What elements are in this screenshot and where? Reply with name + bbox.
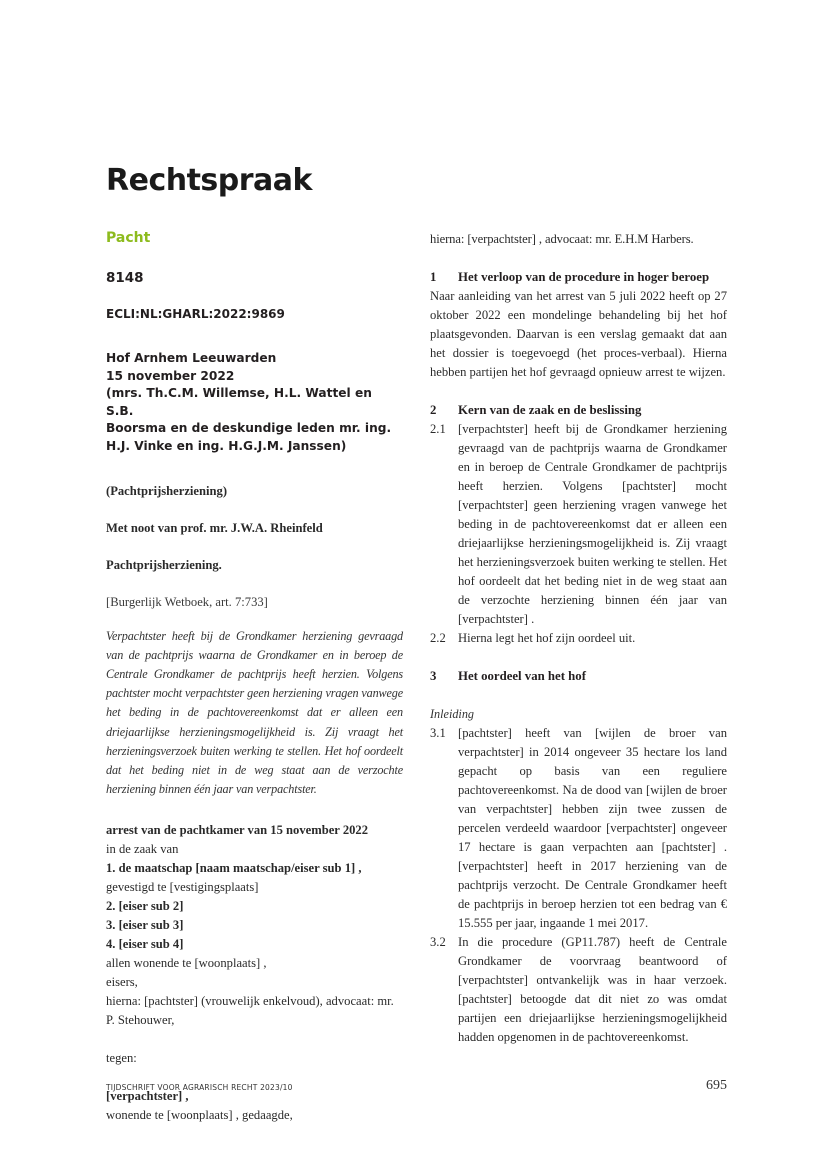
topic: (Pachtprijsherziening) <box>106 483 228 498</box>
judgment-date: 15 november 2022 <box>106 368 235 383</box>
paragraph-text: In die procedure (GP11.787) heeft de Centrale Grondkamer de voorvraag beantwoord of [verpachtster] ontvankelijk was in haar verzoek. [pachtster] betoogde dat dit niet zo was omdat partijen een driejaarlijkse herzieningsmogelijkheid hadden opgenomen in de pachtovereenkomst. <box>458 935 727 1044</box>
section-1-heading <box>430 268 727 287</box>
section-2-heading <box>430 401 727 420</box>
section-3-subheading: Inleiding <box>430 707 475 721</box>
section-3-number: 3 <box>430 669 437 683</box>
paragraph-3-1 <box>430 724 727 933</box>
party-role: eisers, <box>106 975 138 990</box>
judges-line-2: Boorsma en de deskundige leden mr. ing. <box>106 421 392 436</box>
annotation-author: Met noot van prof. mr. J.W.A. Rheinfeld <box>106 520 323 535</box>
case-number: 8148 <box>106 270 144 286</box>
party-2: 2. [eiser sub 2] <box>106 899 184 914</box>
case-intro: in de zaak van <box>106 842 179 857</box>
against-label: tegen: <box>106 1051 137 1066</box>
party-1: 1. de maatschap [naam maatschap/eiser sub 1] , <box>106 861 362 876</box>
party-hereafter: hierna: [pachtster] (vrouwelijk enkelvoud), advocaat: mr. P. Stehouwer, <box>106 994 394 1028</box>
case-summary: Verpachtster heeft bij de Grondkamer herziening gevraagd van de pachtprijs waarna de Grondkamer en in beroep de Centrale Grondkamer de pachtprijs heeft herzien. Volgens pachtster mocht verpachtster geen herziening vragen vanwege het beding in de pachtovereenkomst dat er alleen een driejaarlijkse herzieningsmogelijkheid is. Zij vraagt het herzieningsverzoek buiten werking te stellen. Het hof oordeelt dat het beding niet in de weg staat aan de verzochte herziening binnen één jaar van verpachtster. <box>106 628 403 797</box>
paragraph-text: [pachtster] heeft van [wijlen de broer van verpachtster] in 2014 ongeveer 35 hectare los land gepacht op basis van een reguliere pachtovereenkomst. Na de dood van [wijlen de broer van verpachtster] hebben zijn twee zussen de percelen verdeeld waardoor [verpachtster] ongeveer 17 hectare is gaan verpachten aan [pachtster] . [verpachtster] heeft in 2017 herziening van de pachtprijs verzocht. De Centrale Grondkamer heeft de pachtprijs in beroep herzien tot een bedrag van € 15.555 per jaar, ingaande 1 mei 2017. <box>458 726 727 930</box>
section-label: Pacht <box>106 230 151 246</box>
judgment-title: arrest van de pachtkamer van 15 november 2022 <box>106 823 369 838</box>
page-number: 695 <box>706 1078 727 1093</box>
keyword: Pachtprijsherziening. <box>106 557 222 572</box>
paragraph-number: 2.1 <box>430 422 446 436</box>
paragraph-number: 2.2 <box>430 631 446 645</box>
paragraph-number: 3.1 <box>430 726 446 740</box>
paragraph-number: 3.2 <box>430 935 446 949</box>
defendant: [verpachtster] , <box>106 1089 189 1104</box>
section-3-title: Het oordeel van het hof <box>458 669 586 683</box>
paragraph-text: [verpachtster] heeft bij de Grondkamer herziening gevraagd van de pachtprijs waarna de Grondkamer en in beroep de Centrale Grondkamer de pachtprijs heeft herzien. Volgens [pachtster] mocht [verpachtster] geen herziening vragen vanwege het beding in de pachtovereenkomst dat er alleen een driejaarlijkse herzieningsmogelijkheid is. Zij vraagt het herzieningsverzoek buiten werking te stellen. Het hof oordeelt dat het beding niet in de weg staat aan de verzochte herziening binnen één jaar van [verpachtster] . <box>458 422 727 626</box>
party-4: 4. [eiser sub 4] <box>106 937 184 952</box>
paragraph-text: Hierna legt het hof zijn oordeel uit. <box>458 631 636 645</box>
court-info <box>106 350 403 456</box>
journal-name: TIJDSCHRIFT VOOR AGRARISCH RECHT 2023/10 <box>106 1083 293 1092</box>
section-1-number: 1 <box>430 270 437 284</box>
left-column <box>106 230 403 1125</box>
party-residence: allen wonende te [woonplaats] , <box>106 956 267 971</box>
judges-line-3: H.J. Vinke en ing. H.G.J.M. Janssen) <box>106 438 347 453</box>
paragraph-2-1 <box>430 420 727 629</box>
judges-line-1: (mrs. Th.C.M. Willemse, H.L. Wattel en S.B. <box>106 386 372 418</box>
party-3: 3. [eiser sub 3] <box>106 918 184 933</box>
paragraph-2-2 <box>430 629 727 648</box>
section-3-heading <box>430 667 727 686</box>
section-2-title: Kern van de zaak en de beslissing <box>458 403 642 417</box>
section-1-body: Naar aanleiding van het arrest van 5 juli 2022 heeft op 27 oktober 2022 een mondelinge behandeling bij het hof plaatsgevonden. Daarvan is een verslag gemaakt dat aan het dossier is toegevoegd (het proces-verbaal). Hierna hebben partijen het hof gevraagd opnieuw arrest te wijzen. <box>430 289 727 379</box>
section-2-number: 2 <box>430 403 437 417</box>
defendant-residence: wonende te [woonplaats] , gedaagde, <box>106 1108 293 1123</box>
party-1-seat: gevestigd te [vestigingsplaats] <box>106 880 259 895</box>
parties-block <box>106 821 403 1125</box>
right-column <box>430 230 727 1047</box>
statute-reference: [Burgerlijk Wetboek, art. 7:733] <box>106 594 268 609</box>
section-1-title: Het verloop van de procedure in hoger beroep <box>458 270 710 284</box>
defendant-hereafter: hierna: [verpachtster] , advocaat: mr. E.H.M Harbers. <box>430 232 694 246</box>
court-name: Hof Arnhem Leeuwarden <box>106 351 277 365</box>
ecli-identifier: ECLI:NL:GHARL:2022:9869 <box>106 307 285 321</box>
paragraph-3-2 <box>430 933 727 1047</box>
page-title: Rechtspraak <box>106 163 312 198</box>
